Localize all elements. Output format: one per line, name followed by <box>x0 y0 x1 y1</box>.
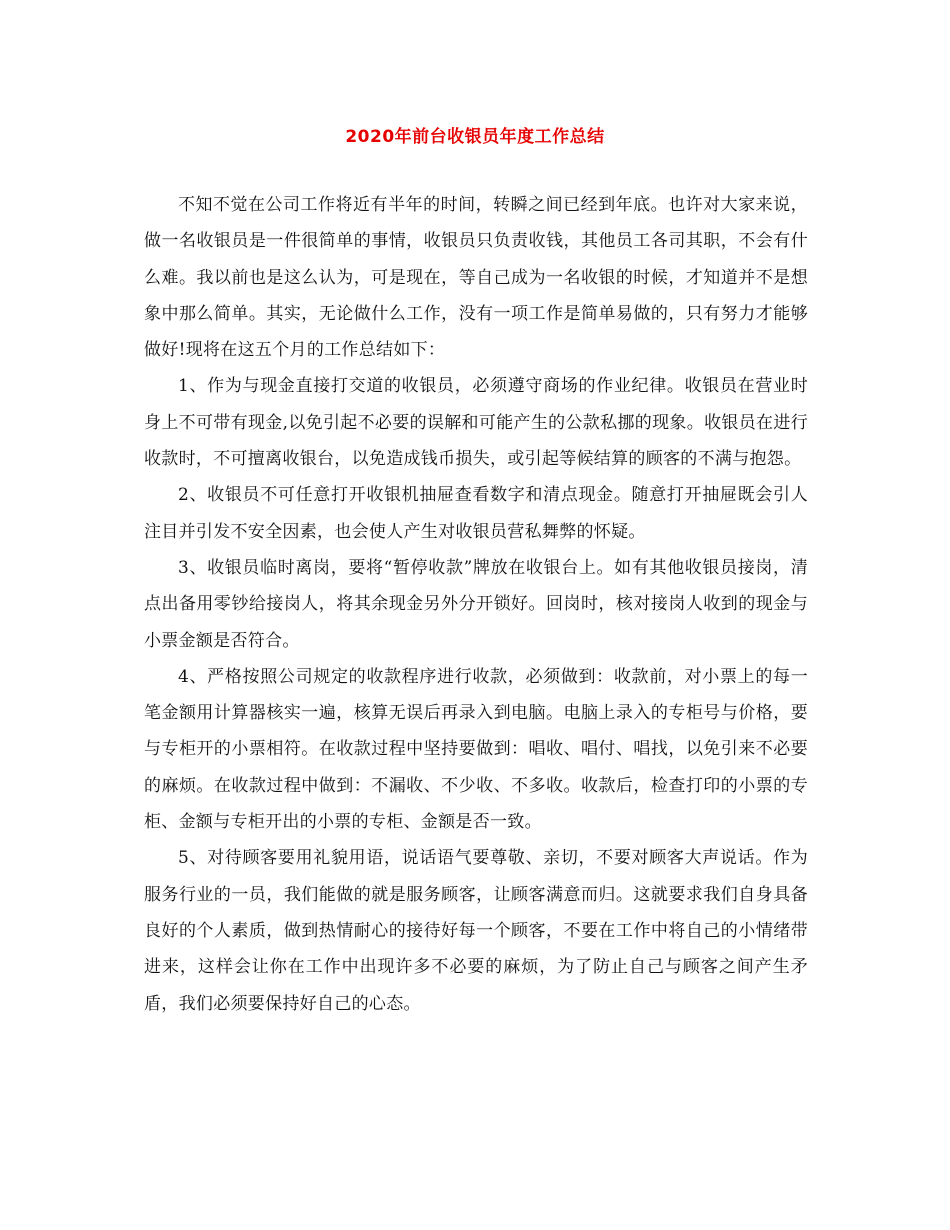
document-body <box>144 187 808 1022</box>
paragraph-intro: 不知不觉在公司工作将近有半年的时间，转瞬之间已经到年底。也许对大家来说，做一名收银员是一件很简单的事情，收银员只负责收钱，其他员工各司其职，不会有什么难。我以前也是这么认为，可是现在，等自己成为一名收银的时候，才知道并不是想象中那么简单。其实，无论做什么工作，没有一项工作是简单易做的，只有努力才能够做好!现将在这五个月的工作总结如下： <box>144 195 808 361</box>
document-title: 2020年前台收银员年度工作总结 <box>345 127 605 147</box>
paragraph-item-5: 5、对待顾客要用礼貌用语，说话语气要尊敬、亲切，不要对顾客大声说话。作为服务行业的一员，我们能做的就是服务顾客，让顾客满意而归。这就要求我们自身具备良好的个人素质，做到热情耐心的接待好每一个顾客，不要在工作中将自己的小情绪带进来，这样会让你在工作中出现许多不必要的麻烦，为了防止自己与顾客之间产生矛盾，我们必须要保持好自己的心态。 <box>144 848 808 1014</box>
paragraph-item-2: 2、收银员不可任意打开收银机抽屉查看数字和清点现金。随意打开抽屉既会引人注目并引发不安全因素，也会使人产生对收银员营私舞弊的怀疑。 <box>144 485 808 542</box>
paragraph-item-4: 4、严格按照公司规定的收款程序进行收款，必须做到：收款前，对小票上的每一笔金额用计算器核实一遍，核算无误后再录入到电脑。电脑上录入的专柜号与价格，要与专柜开的小票相符。在收款过程中坚持要做到：唱收、唱付、唱找，以免引来不必要的麻烦。在收款过程中做到：不漏收、不少收、不多收。收款后，检查打印的小票的专柜、金额与专柜开出的小票的专柜、金额是否一致。 <box>144 666 808 833</box>
paragraph-item-1: 1、作为与现金直接打交道的收银员，必须遵守商场的作业纪律。收银员在营业时身上不可带有现金,以免引起不必要的误解和可能产生的公款私挪的现象。收银员在进行收款时，不可擅离收银台，以免造成钱币损失，或引起等候结算的顾客的不满与抱怨。 <box>144 376 808 470</box>
paragraph-item-3: 3、收银员临时离岗，要将“暂停收款”牌放在收银台上。如有其他收银员接岗，清点出备用零钞给接岗人，将其余现金另外分开锁好。回岗时，核对接岗人收到的现金与小票金额是否符合。 <box>144 557 808 651</box>
